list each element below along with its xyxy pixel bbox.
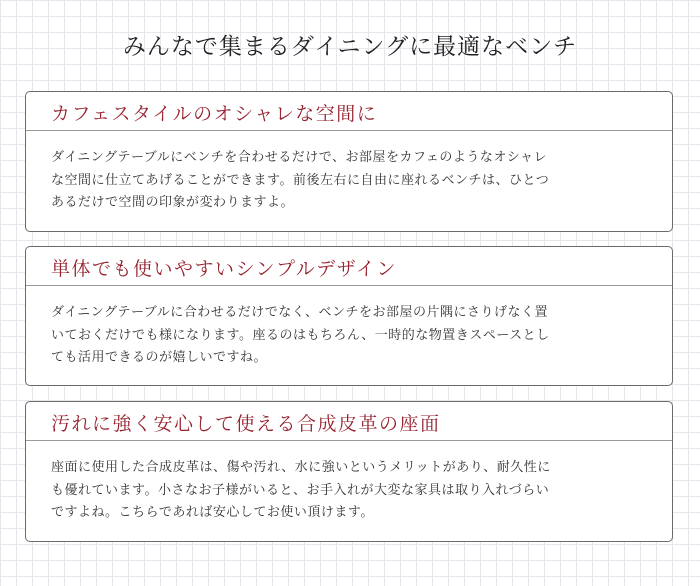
card-body-text bbox=[51, 457, 645, 525]
card-body-text bbox=[51, 302, 645, 370]
card-divider bbox=[26, 285, 672, 286]
body-line: ですよね。こちらであれば安心してお使い頂けます。 bbox=[51, 505, 374, 520]
body-line: な空間に仕立てあげることができます。前後左右に自由に座れるベンチは、ひとつ bbox=[51, 172, 550, 188]
card-divider bbox=[26, 440, 672, 441]
card-body-text bbox=[51, 147, 645, 215]
body-line: いておくだけでも様になります。座るのはもちろん、一時的な物置きスペースとし bbox=[51, 327, 550, 343]
card-divider bbox=[26, 130, 672, 131]
body-line: ても活用できるのが嬉しいですね。 bbox=[51, 350, 268, 365]
feature-card-synthetic-leather bbox=[25, 401, 673, 542]
card-heading: 汚れに強く安心して使える合成皮革の座面 bbox=[51, 413, 441, 435]
page-title: みんなで集まるダイニングに最適なベンチ bbox=[122, 34, 578, 60]
card-heading: カフェスタイルのオシャレな空間に bbox=[51, 103, 378, 125]
card-heading: 単体でも使いやすいシンプルデザイン bbox=[51, 258, 397, 280]
body-line: ダイニングテーブルにベンチを合わせるだけで、お部屋をカフェのようなオシャレ bbox=[51, 150, 548, 165]
body-line: あるだけで空間の印象が変わりますよ。 bbox=[51, 195, 295, 210]
feature-card-cafe-style bbox=[25, 91, 673, 232]
feature-card-simple-design bbox=[25, 246, 673, 386]
body-line: も優れています。小さなお子様がいると、お手入れが大変な家具は取り入れづらい bbox=[51, 482, 550, 498]
body-line: ダイニングテーブルに合わせるだけでなく、ベンチをお部屋の片隅にさりげなく置 bbox=[51, 305, 549, 320]
body-line: 座面に使用した合成皮革は、傷や汚れ、水に強いというメリットがあり、耐久性に bbox=[51, 460, 551, 475]
